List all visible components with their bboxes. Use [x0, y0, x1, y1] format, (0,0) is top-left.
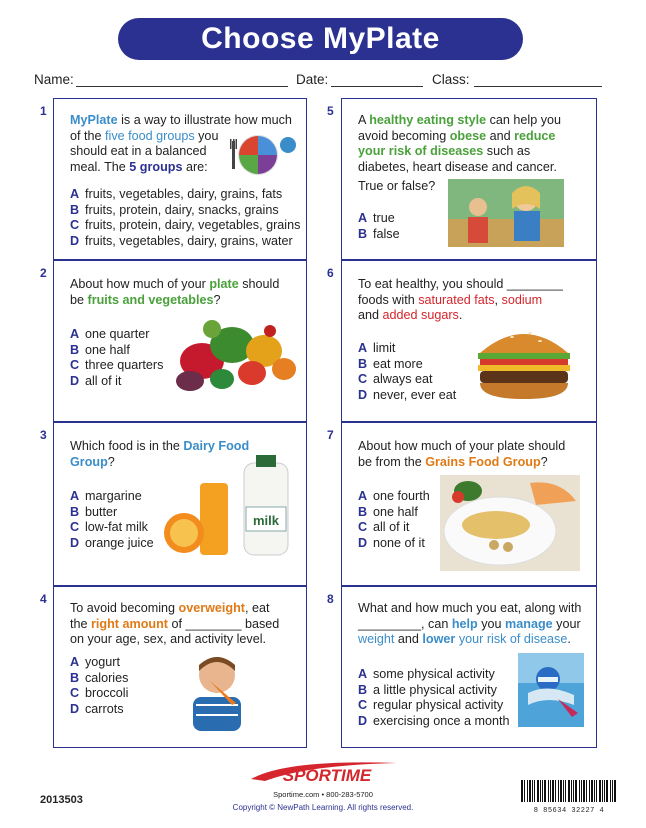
answer-option[interactable]: B calories	[70, 670, 129, 685]
question-text: To avoid becoming overweight, eat the right amount of ________ based on your age, sex, and activity level.	[70, 601, 280, 646]
answer-option[interactable]: A some physical activity	[358, 667, 495, 681]
fruits-vegetables-image	[172, 309, 302, 397]
barcode-bar	[527, 780, 528, 802]
barcode-bar	[552, 780, 554, 802]
answer-option[interactable]: A one fourth	[358, 489, 430, 503]
barcode-bar	[537, 780, 539, 802]
answer-option[interactable]: B one half	[70, 342, 130, 357]
title-banner	[118, 18, 523, 60]
question-card-6	[341, 260, 597, 422]
answer-option[interactable]: B one half	[358, 504, 418, 519]
boy-eating-carrots-image	[188, 653, 246, 731]
question-number: 4	[40, 592, 47, 606]
question-text: Which food is in the Dairy Food Group?	[70, 439, 250, 469]
swimmer-image	[518, 653, 584, 727]
barcode-bar	[563, 780, 564, 802]
sportime-logo	[247, 757, 399, 787]
contact-info: Sportime.com • 800-283-5700	[273, 790, 373, 799]
question-card-2	[53, 260, 307, 422]
barcode-bar	[524, 780, 525, 802]
milk-juice-image	[160, 455, 300, 565]
answer-options	[70, 187, 300, 249]
answer-options	[358, 341, 456, 403]
barcode-bar	[614, 780, 616, 802]
barcode-bar	[581, 780, 582, 802]
question-text: A healthy eating style can help you avoid becoming obese and reduce your risk of diseases such as diabetes, heart disease and cancer. True or false?	[358, 113, 562, 193]
barcode-bar	[540, 780, 541, 802]
answer-option[interactable]: D never, ever eat	[358, 387, 457, 402]
grains-plate-image	[440, 475, 580, 571]
barcode-bars	[519, 780, 619, 802]
answer-options	[70, 489, 154, 551]
barcode-bar	[571, 780, 572, 802]
barcode-bar	[548, 780, 549, 802]
barcode-bar	[542, 780, 543, 802]
barcode-bar	[534, 780, 535, 802]
answer-option[interactable]: C all of it	[358, 520, 410, 534]
question-number: 6	[327, 266, 334, 280]
barcode-bar	[550, 780, 551, 802]
question-card-8	[341, 586, 597, 748]
question-number: 5	[327, 104, 334, 118]
answer-options	[70, 327, 163, 389]
barcode-bar	[583, 780, 585, 802]
question-card-7	[341, 422, 597, 586]
barcode-bar	[591, 780, 593, 802]
answer-option[interactable]: A limit	[358, 341, 396, 355]
answer-option[interactable]: D all of it	[70, 373, 122, 388]
barcode-bar	[610, 780, 611, 802]
answer-option[interactable]: B eat more	[358, 356, 423, 371]
question-number: 1	[40, 104, 47, 118]
answer-option[interactable]: D exercising once a month	[358, 713, 510, 728]
question-number: 3	[40, 428, 47, 442]
answer-option[interactable]: C three quarters	[70, 358, 164, 372]
question-card-4	[53, 586, 307, 748]
answer-option[interactable]: C regular physical activity	[358, 698, 504, 712]
barcode-bar	[529, 780, 531, 802]
myplate-logo-icon	[230, 131, 300, 179]
barcode-bar	[544, 780, 546, 802]
hamburger-image	[474, 321, 574, 401]
milk-label: milk	[252, 513, 280, 528]
answer-options	[358, 211, 400, 242]
girl-shopping-image	[448, 179, 564, 247]
page-title: Choose MyPlate	[201, 22, 440, 55]
copyright-text: Copyright © NewPath Learning. All rights reserved.	[232, 803, 414, 812]
answer-options	[358, 489, 430, 551]
answer-option[interactable]: D carrots	[70, 701, 124, 716]
barcode-bar	[560, 780, 562, 802]
answer-option[interactable]: D orange juice	[70, 535, 154, 550]
question-number: 8	[327, 592, 334, 606]
class-field[interactable]	[474, 86, 602, 87]
product-code: 2013503	[40, 794, 83, 806]
barcode-bar	[579, 780, 580, 802]
answer-option[interactable]: A yogurt	[70, 655, 121, 669]
question-text: What and how much you eat, along with _________, can help you manage your weight and lower your risk of disease.	[358, 601, 582, 646]
brand-name: SPORTIME	[282, 766, 372, 785]
name-field[interactable]	[76, 86, 288, 87]
answer-option[interactable]: B false	[358, 226, 400, 241]
date-field[interactable]	[331, 86, 423, 87]
barcode-bar	[602, 780, 603, 802]
name-label: Name:	[34, 72, 74, 87]
question-text: About how much of your plate should be from the Grains Food Group?	[358, 439, 566, 469]
barcode-bar	[565, 780, 566, 802]
barcode-bar	[599, 780, 601, 802]
barcode-bar	[586, 780, 587, 802]
answer-option[interactable]: D fruits, vegetables, dairy, grains, water	[70, 233, 293, 248]
barcode-bar	[606, 780, 608, 802]
class-label: Class:	[432, 72, 470, 87]
answer-option[interactable]: C broccoli	[70, 686, 129, 700]
answer-options	[70, 655, 128, 717]
answer-option[interactable]: B butter	[70, 504, 118, 519]
barcode-bar	[596, 780, 597, 802]
question-text: About how much of your plate should be fruits and vegetables?	[70, 277, 280, 307]
barcode-bar	[612, 780, 613, 802]
barcode-bar	[573, 780, 574, 802]
barcode-bar	[558, 780, 559, 802]
barcode-bar	[568, 780, 570, 802]
answer-option[interactable]: A margarine	[70, 489, 142, 503]
barcode-bar	[575, 780, 577, 802]
answer-option[interactable]: B a little physical activity	[358, 682, 497, 697]
question-text: To eat healthy, you should ________ foods with saturated fats, sodium and added sugars.	[358, 277, 563, 322]
barcode-bar	[604, 780, 605, 802]
question-card-1	[53, 98, 307, 260]
barcode-bar	[594, 780, 595, 802]
answer-option[interactable]: D none of it	[358, 535, 425, 550]
question-number: 2	[40, 266, 47, 280]
answer-option[interactable]: C low-fat milk	[70, 520, 148, 534]
question-card-5	[341, 98, 597, 260]
answer-option[interactable]: A true	[358, 211, 395, 225]
answer-option[interactable]: B fruits, protein, dairy, snacks, grains	[70, 202, 279, 217]
barcode-bar	[532, 780, 533, 802]
barcode-bar	[555, 780, 556, 802]
barcode	[519, 780, 619, 815]
answer-option[interactable]: C always eat	[358, 372, 433, 386]
barcode-number: 8 85634 32227 4	[533, 807, 605, 815]
date-label: Date:	[296, 72, 329, 87]
answer-option[interactable]: A one quarter	[70, 327, 150, 341]
question-text: MyPlate is a way to illustrate how much of the five food groups you should eat in a balanced meal. The 5 groups are:	[70, 113, 292, 174]
answer-option[interactable]: C fruits, protein, dairy, vegetables, grains	[70, 218, 301, 232]
barcode-bar	[589, 780, 590, 802]
question-number: 7	[327, 428, 334, 442]
barcode-bar	[521, 780, 523, 802]
question-card-3	[53, 422, 307, 586]
answer-option[interactable]: A fruits, vegetables, dairy, grains, fats	[70, 187, 283, 201]
answer-options	[358, 667, 510, 729]
